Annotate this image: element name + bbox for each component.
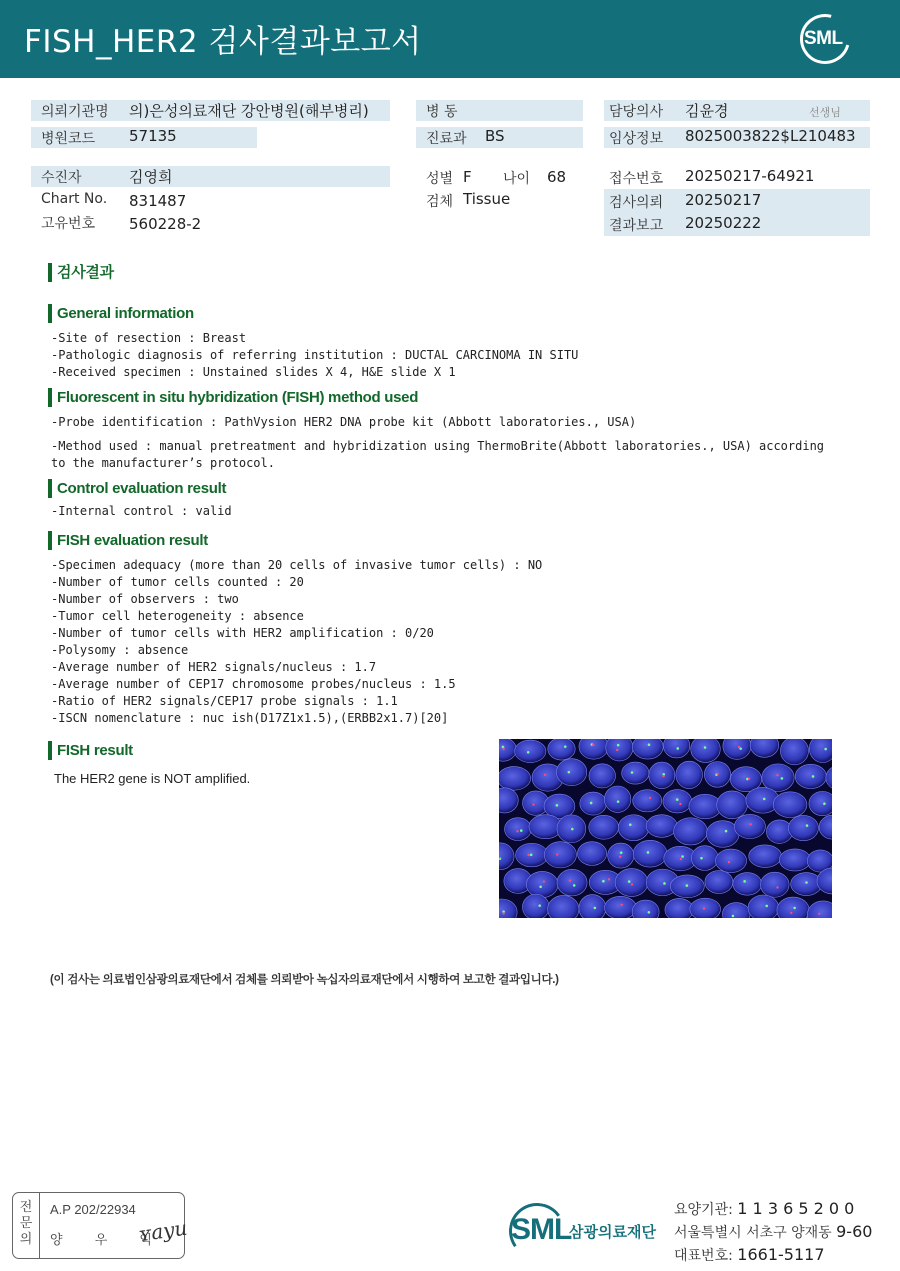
uid-value: 560228-2 (129, 215, 202, 233)
red-signal (619, 856, 621, 858)
green-signal (594, 907, 597, 910)
specimen-value: Tissue (463, 190, 511, 208)
red-signal (679, 803, 681, 805)
red-signal (749, 823, 751, 825)
nucleus (589, 815, 619, 839)
red-signal (728, 861, 730, 863)
report-title: FISH_HER2 검사결과보고서 (24, 24, 422, 60)
sex-label: 성별 (426, 171, 454, 187)
green-signal (571, 828, 574, 831)
footer-phone: 대표번호: 1661-5117 (674, 1245, 825, 1264)
green-signal (824, 748, 827, 751)
evaluation-line: -Average number of HER2 signals/nucleus : 1.7 (51, 660, 377, 674)
handwritten-signature: ʏayu (136, 1215, 189, 1247)
method-used-line: -Method used : manual pretreatment and hybridization using ThermoBrite(Abbott laboratories., USA) according (51, 439, 825, 453)
green-signal (686, 884, 689, 887)
nucleus (522, 894, 549, 918)
green-signal (564, 745, 567, 748)
general-line: -Received specimen : Unstained slides X 4, H&E slide X 1 (51, 365, 456, 379)
evaluation-line: -Specimen adequacy (more than 20 cells of invasive tumor cells) : NO (51, 558, 543, 572)
patient-label: 수진자 (41, 170, 82, 186)
chart-value: 831487 (129, 192, 187, 210)
green-signal (648, 743, 651, 746)
red-signal (790, 912, 792, 914)
age-value: 68 (547, 168, 567, 186)
green-signal (647, 851, 650, 854)
red-signal (592, 744, 594, 746)
nucleus (633, 790, 662, 812)
info-bar-patient (31, 166, 390, 187)
results-heading: 검사결과 (48, 263, 114, 282)
nucleus (674, 818, 708, 845)
doctor-suffix: 선생님 (809, 106, 841, 119)
nucleus (515, 740, 546, 762)
request-value: 20250217 (685, 191, 762, 209)
method-heading: Fluorescent in situ hybridization (FISH) method used (48, 388, 418, 407)
red-signal (621, 904, 623, 906)
red-signal (631, 883, 633, 885)
referral-note: (이 검사는 의료법인삼광의료재단에서 검체를 의뢰받아 녹십자의료재단에서 시행하여 보고한 결과입니다.) (50, 974, 559, 986)
sex-value: F (463, 168, 472, 186)
chart-label: Chart No. (41, 191, 108, 207)
nucleus (748, 895, 779, 918)
green-signal (765, 905, 768, 908)
clinical-value: 8025003822$L210483 (685, 127, 856, 145)
nucleus (633, 840, 667, 867)
nucleus (649, 762, 675, 789)
red-signal (818, 913, 820, 915)
green-signal (648, 911, 651, 914)
specimen-label: 검체 (426, 194, 454, 210)
green-signal (663, 882, 666, 885)
nucleus (760, 872, 789, 897)
green-signal (539, 886, 542, 889)
nucleus (580, 792, 607, 815)
red-signal (649, 797, 651, 799)
nucleus (773, 792, 807, 818)
referring-inst-label: 의뢰기관명 (41, 104, 109, 120)
footer-org-name: 삼광의료재단 (569, 1223, 656, 1241)
clinical-label: 임상정보 (609, 131, 664, 147)
red-signal (662, 775, 664, 777)
green-signal (568, 771, 571, 774)
nucleus (733, 873, 762, 896)
red-signal (703, 907, 705, 909)
red-signal (748, 777, 750, 779)
red-signal (556, 853, 558, 855)
report-header (0, 0, 900, 78)
red-signal (717, 773, 719, 775)
nucleus (795, 764, 826, 788)
nucleus (706, 821, 739, 848)
nucleus (618, 815, 649, 841)
green-signal (763, 798, 766, 801)
nucleus (717, 791, 748, 819)
receipt-label: 접수번호 (609, 171, 664, 187)
nucleus (809, 791, 832, 815)
evaluation-line: -Tumor cell heterogeneity : absence (51, 609, 304, 623)
dept-value: BS (485, 127, 505, 145)
green-signal (628, 880, 631, 883)
nucleus (544, 842, 576, 868)
green-signal (590, 802, 593, 805)
doctor-label: 담당의사 (609, 104, 664, 120)
green-signal (620, 851, 623, 854)
nucleus (604, 786, 630, 812)
report-value: 20250222 (685, 214, 762, 232)
green-signal (602, 880, 605, 883)
green-signal (743, 880, 746, 883)
red-signal (544, 774, 546, 776)
green-signal (805, 881, 808, 884)
method-probe-line: -Probe identification : PathVysion HER2 DNA probe kit (Abbott laboratories., USA) (51, 415, 637, 429)
red-signal (738, 746, 740, 748)
green-signal (556, 804, 559, 807)
ward-label: 병 동 (426, 104, 458, 120)
nucleus (665, 898, 693, 918)
green-signal (700, 857, 703, 860)
nucleus (499, 767, 531, 791)
green-signal (812, 775, 815, 778)
green-signal (781, 777, 784, 780)
evaluation-line: -Average number of CEP17 chromosome probes/nucleus : 1.5 (51, 677, 456, 691)
receipt-value: 20250217-64921 (685, 167, 815, 185)
general-line: -Site of resection : Breast (51, 331, 247, 345)
patient-value: 김영희 (129, 168, 173, 186)
nucleus (663, 790, 692, 813)
fish-result-text: The HER2 gene is NOT amplified. (54, 771, 251, 786)
nucleus (579, 895, 606, 918)
nucleus (604, 896, 636, 918)
evaluation-line: -Polysomy : absence (51, 643, 189, 657)
green-signal (676, 798, 679, 801)
green-signal (725, 830, 728, 833)
institution-code: 요양기관: 1 1 3 6 5 2 0 0 (674, 1199, 855, 1218)
red-signal (502, 912, 504, 914)
nucleus (705, 871, 733, 894)
doctor-value: 김윤경 (685, 102, 729, 120)
green-signal (704, 746, 707, 749)
nucleus (691, 739, 721, 762)
license-number: A.P 202/22934 (50, 1202, 136, 1217)
green-signal (527, 751, 530, 754)
red-signal (616, 749, 618, 751)
green-signal (617, 744, 620, 747)
nucleus (505, 818, 532, 841)
dept-label: 진료과 (426, 131, 467, 147)
green-signal (573, 884, 576, 887)
control-line: -Internal control : valid (51, 504, 232, 518)
red-signal (776, 886, 778, 888)
hospital-code-label: 병원코드 (41, 131, 96, 147)
report-label: 결과보고 (609, 218, 664, 234)
evaluation-line: -Ratio of HER2 signals/CEP17 probe signals : 1.1 (51, 694, 398, 708)
green-signal (676, 747, 679, 750)
nucleus (577, 842, 606, 866)
red-signal (532, 803, 534, 805)
request-label: 검사의뢰 (609, 195, 664, 211)
green-signal (806, 824, 809, 827)
red-signal (527, 854, 529, 856)
nucleus (646, 815, 677, 838)
green-signal (538, 904, 541, 907)
green-signal (793, 907, 796, 910)
red-signal (516, 830, 518, 832)
pathologist-name: 양 우 익 (50, 1233, 166, 1248)
green-signal (520, 829, 523, 832)
nucleus (749, 845, 782, 868)
green-signal (617, 800, 620, 803)
age-label: 나이 (503, 171, 531, 187)
nucleus (716, 849, 747, 872)
nucleus (689, 794, 721, 818)
red-signal (569, 879, 571, 881)
fish-microscopy-image (499, 739, 832, 918)
nucleus (780, 739, 808, 765)
nucleus (676, 761, 703, 788)
nucleus (608, 843, 634, 868)
control-heading: Control evaluation result (48, 479, 226, 498)
nucleus (734, 814, 765, 838)
evaluation-line: -Number of tumor cells counted : 20 (51, 575, 304, 589)
evaluation-heading: FISH evaluation result (48, 531, 208, 550)
nucleus (622, 762, 649, 784)
green-signal (732, 915, 735, 918)
green-signal (681, 855, 684, 858)
red-signal (680, 858, 682, 860)
red-signal (776, 774, 778, 776)
nucleus (557, 759, 587, 786)
sml-logo: SML (800, 14, 850, 64)
nucleus (526, 871, 558, 897)
uid-label: 고유번호 (41, 216, 96, 232)
nucleus (788, 815, 818, 840)
green-signal (631, 771, 634, 774)
footer-address: 서울특별시 서초구 양재동 9-60 (674, 1222, 873, 1241)
evaluation-line: -Number of observers : two (51, 592, 239, 606)
hospital-code-value: 57135 (129, 127, 177, 145)
green-signal (823, 802, 826, 805)
red-signal (543, 880, 545, 882)
method-used-line-cont: to the manufacturer’s protocol. (51, 456, 275, 470)
nucleus (557, 869, 587, 896)
evaluation-line: -Number of tumor cells with HER2 amplification : 0/20 (51, 626, 434, 640)
footer-sml-logo: SML 삼광의료재단 (509, 1203, 669, 1259)
nucleus (690, 898, 721, 918)
referring-inst-value: 의)은성의료재단 강안병원(해부병리) (129, 102, 369, 120)
general-heading: General information (48, 304, 194, 323)
nucleus (779, 849, 810, 871)
fish-result-heading: FISH result (48, 741, 133, 760)
evaluation-line: -ISCN nomenclature : nuc ish(D17Z1x1.5),(ERBB2x1.7)[20] (51, 711, 449, 725)
pathologist-signature-box (12, 1192, 189, 1259)
green-signal (629, 823, 632, 826)
specialist-label: 전 문 의 (13, 1193, 40, 1258)
nucleus (589, 764, 616, 788)
red-signal (608, 878, 610, 880)
green-signal (530, 853, 533, 856)
nucleus (691, 846, 718, 871)
nucleus (762, 764, 794, 791)
red-signal (502, 748, 504, 750)
nucleus (766, 820, 792, 843)
general-line: -Pathologic diagnosis of referring institution : DUCTAL CARCINOMA IN SITU (51, 348, 579, 362)
nucleus (615, 869, 648, 897)
nucleus (548, 739, 575, 760)
fish-cells-picture (499, 739, 832, 918)
